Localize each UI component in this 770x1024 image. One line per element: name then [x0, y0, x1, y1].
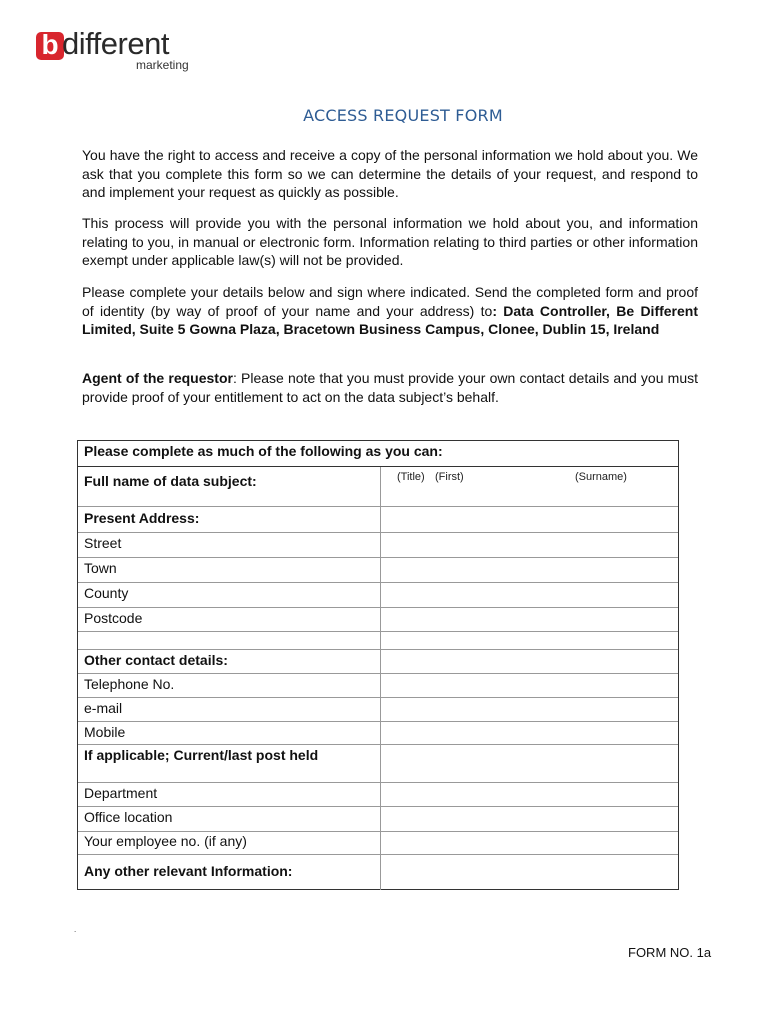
intro-paragraph: You have the right to access and receive a copy of the personal information we hold about you. We ask that you complete this form so we can determine the details of your request, and respond to and implement your request as quickly as possible. — [82, 147, 698, 200]
page-title: ACCESS REQUEST FORM — [303, 106, 503, 125]
town-label: Town — [84, 560, 117, 576]
other-contact-label: Other contact details: — [84, 652, 228, 668]
mobile-row — [78, 721, 678, 745]
logo-wordmark: different — [62, 26, 169, 61]
telephone-row — [78, 673, 678, 698]
instructions-text: Please complete your details below and sign where indicated. Send the completed form and proof of identity (by way of proof of your name and your address) to — [82, 284, 698, 319]
other-contact-input[interactable] — [381, 650, 678, 674]
instructions-paragraph — [82, 283, 698, 339]
full-name-label-cell — [78, 467, 381, 507]
employee-no-row — [78, 831, 678, 855]
title-hint: (Title) — [397, 471, 425, 483]
present-address-row — [78, 506, 678, 533]
post-held-input[interactable] — [381, 745, 678, 783]
post-held-row — [78, 744, 678, 783]
first-hint: (First) — [435, 471, 464, 483]
office-label: Office location — [84, 809, 173, 825]
street-label: Street — [84, 535, 122, 551]
other-info-label: Any other relevant Information: — [84, 863, 293, 879]
street-input[interactable] — [381, 533, 678, 558]
town-input[interactable] — [381, 558, 678, 583]
form-number: FORM NO. 1a — [628, 945, 712, 960]
logo-subtitle: marketing — [136, 58, 189, 72]
employee-no-input[interactable] — [381, 832, 678, 855]
full-name-input[interactable] — [381, 467, 678, 507]
county-input[interactable] — [381, 583, 678, 608]
table-header: Please complete as much of the following as you can: — [84, 443, 443, 459]
department-label: Department — [84, 785, 158, 801]
spacer-input[interactable] — [381, 632, 678, 650]
employee-no-label: Your employee no. (if any) — [84, 833, 247, 849]
county-row — [78, 582, 678, 608]
footer-mark: . — [74, 925, 77, 934]
agent-text: : Please note that you must provide your own contact details and you must provide proof of your entitlement to act on the data subject’s behalf. — [82, 370, 699, 405]
full-name-row — [78, 466, 678, 507]
email-input[interactable] — [381, 698, 678, 722]
department-row — [78, 782, 678, 807]
spacer-row — [78, 631, 678, 650]
other-contact-row — [78, 649, 678, 674]
office-input[interactable] — [381, 807, 678, 832]
other-info-row — [78, 854, 678, 890]
county-label: County — [84, 585, 129, 601]
process-paragraph: This process will provide you with the personal information we hold about you, and information relating to you, in manual or electronic form. Information relating to third parties or other information exempt under applicable law(s) will not be provided. — [82, 215, 698, 268]
present-address-label: Present Address: — [84, 510, 200, 526]
mobile-label: Mobile — [84, 724, 126, 740]
present-address-input[interactable] — [381, 507, 678, 533]
postcode-input[interactable] — [381, 608, 678, 632]
street-row — [78, 532, 678, 558]
mobile-input[interactable] — [381, 722, 678, 745]
department-input[interactable] — [381, 783, 678, 807]
postcode-row — [78, 607, 678, 632]
telephone-label: Telephone No. — [84, 676, 175, 692]
office-row — [78, 806, 678, 832]
town-row — [78, 557, 678, 583]
telephone-input[interactable] — [381, 674, 678, 698]
present-address-label-cell — [78, 507, 381, 533]
postcode-label: Postcode — [84, 610, 143, 626]
full-name-label: Full name of data subject: — [84, 473, 257, 489]
company-logo — [36, 26, 206, 74]
email-row — [78, 697, 678, 722]
table-header-row — [78, 441, 678, 466]
logo-badge: b — [36, 32, 64, 60]
surname-hint: (Surname) — [575, 471, 627, 483]
agent-paragraph — [82, 369, 698, 406]
details-form-table — [77, 440, 679, 890]
agent-label: Agent of the requestor — [82, 370, 233, 386]
post-held-label: If applicable; Current/last post held — [84, 747, 319, 763]
data-controller-address: : Data Controller, Be Different Limited, Suite 5 Gowna Plaza, Bracetown Business Campus, Clonee, Dublin 15, Ireland — [82, 302, 699, 337]
email-label: e-mail — [84, 700, 123, 716]
other-info-input[interactable] — [381, 855, 678, 890]
